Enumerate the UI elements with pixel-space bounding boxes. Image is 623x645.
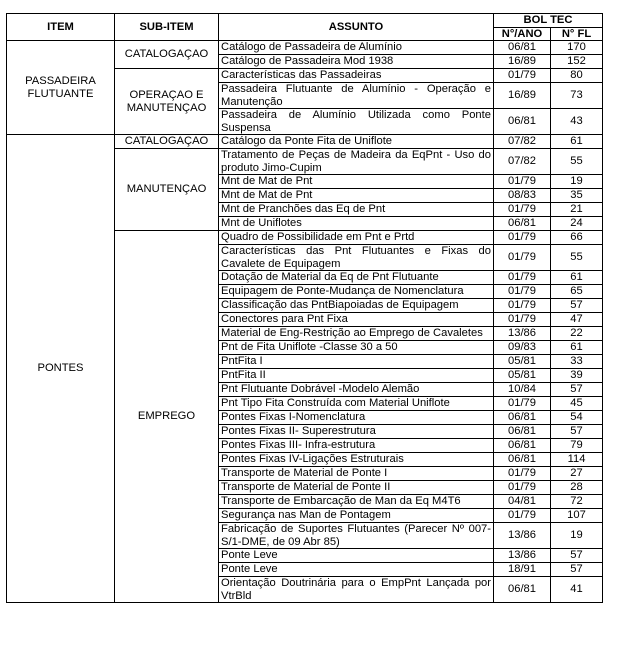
- fl-cell: 57: [551, 425, 603, 439]
- table-body: [7, 41, 603, 603]
- assunto-cell: Transporte de Embarcação de Man da Eq M4T6: [219, 495, 494, 509]
- fl-cell: 41: [551, 577, 603, 603]
- ano-cell: 13/86: [494, 549, 551, 563]
- assunto-cell: Transporte de Material de Ponte II: [219, 481, 494, 495]
- ano-cell: 01/79: [494, 397, 551, 411]
- assunto-cell: Catálogo de Passadeira Mod 1938: [219, 55, 494, 69]
- ano-cell: 06/81: [494, 453, 551, 467]
- fl-cell: 61: [551, 135, 603, 149]
- header-no-ano: N°/ANO: [494, 27, 551, 41]
- assunto-cell: PntFita I: [219, 355, 494, 369]
- fl-cell: 61: [551, 341, 603, 355]
- subitem-cell: EMPREGO: [115, 231, 219, 603]
- assunto-cell: Mnt de Mat de Pnt: [219, 175, 494, 189]
- fl-cell: 114: [551, 453, 603, 467]
- ano-cell: 01/79: [494, 509, 551, 523]
- fl-cell: 43: [551, 109, 603, 135]
- header-bol-tec: BOL TEC: [494, 14, 603, 28]
- fl-cell: 35: [551, 189, 603, 203]
- subitem-cell: CATALOGAÇAO: [115, 135, 219, 149]
- fl-cell: 39: [551, 369, 603, 383]
- ano-cell: 01/79: [494, 271, 551, 285]
- fl-cell: 55: [551, 149, 603, 175]
- ano-cell: 06/81: [494, 425, 551, 439]
- fl-cell: 27: [551, 467, 603, 481]
- ano-cell: 06/81: [494, 439, 551, 453]
- ano-cell: 08/83: [494, 189, 551, 203]
- subitem-cell: OPERAÇAO E MANUTENÇAO: [115, 69, 219, 135]
- ano-cell: 01/79: [494, 231, 551, 245]
- ano-cell: 13/86: [494, 327, 551, 341]
- assunto-cell: Pontes Fixas IV-Ligações Estruturais: [219, 453, 494, 467]
- subitem-cell: MANUTENÇAO: [115, 149, 219, 231]
- fl-cell: 19: [551, 523, 603, 549]
- ano-cell: 06/81: [494, 41, 551, 55]
- ano-cell: 06/81: [494, 411, 551, 425]
- header-item: ITEM: [7, 14, 115, 41]
- ano-cell: 05/81: [494, 369, 551, 383]
- ano-cell: 06/81: [494, 217, 551, 231]
- item-cell: PASSADEIRA FLUTUANTE: [7, 41, 115, 135]
- assunto-cell: Transporte de Material de Ponte I: [219, 467, 494, 481]
- assunto-cell: Orientação Doutrinária para o EmpPnt Lançada por VtrBld: [219, 577, 494, 603]
- fl-cell: 57: [551, 299, 603, 313]
- assunto-cell: Classificação das PntBiapoiadas de Equipagem: [219, 299, 494, 313]
- ano-cell: 01/79: [494, 481, 551, 495]
- ano-cell: 04/81: [494, 495, 551, 509]
- ano-cell: 05/81: [494, 355, 551, 369]
- assunto-cell: Dotação de Material da Eq de Pnt Flutuante: [219, 271, 494, 285]
- fl-cell: 65: [551, 285, 603, 299]
- fl-cell: 57: [551, 549, 603, 563]
- assunto-cell: Pnt Flutuante Dobrável -Modelo Alemão: [219, 383, 494, 397]
- assunto-cell: Ponte Leve: [219, 549, 494, 563]
- assunto-cell: Conectores para Pnt Fixa: [219, 313, 494, 327]
- assunto-cell: Mnt de Mat de Pnt: [219, 189, 494, 203]
- item-cell: PONTES: [7, 135, 115, 603]
- fl-cell: 45: [551, 397, 603, 411]
- fl-cell: 24: [551, 217, 603, 231]
- assunto-cell: Quadro de Possibilidade em Pnt e Prtd: [219, 231, 494, 245]
- fl-cell: 19: [551, 175, 603, 189]
- fl-cell: 66: [551, 231, 603, 245]
- assunto-cell: Pontes Fixas II- Superestrutura: [219, 425, 494, 439]
- fl-cell: 22: [551, 327, 603, 341]
- header-no-fl: N° FL: [551, 27, 603, 41]
- fl-cell: 28: [551, 481, 603, 495]
- assunto-cell: Catálogo de Passadeira de Alumínio: [219, 41, 494, 55]
- ano-cell: 01/79: [494, 203, 551, 217]
- assunto-cell: Tratamento de Peças de Madeira da EqPnt - Uso do produto Jimo-Cupim: [219, 149, 494, 175]
- assunto-cell: Pontes Fixas I-Nomenclatura: [219, 411, 494, 425]
- fl-cell: 54: [551, 411, 603, 425]
- table-header: [7, 14, 603, 41]
- ano-cell: 01/79: [494, 245, 551, 271]
- ano-cell: 18/91: [494, 563, 551, 577]
- assunto-cell: Fabricação de Suportes Flutuantes (Parecer Nº 007-S/1-DME, de 09 Abr 85): [219, 523, 494, 549]
- assunto-cell: Pnt de Fita Uniflote -Classe 30 a 50: [219, 341, 494, 355]
- assunto-cell: Catálogo da Ponte Fita de Uniflote: [219, 135, 494, 149]
- subitem-cell: CATALOGAÇAO: [115, 41, 219, 69]
- ano-cell: 07/82: [494, 149, 551, 175]
- ano-cell: 13/86: [494, 523, 551, 549]
- fl-cell: 61: [551, 271, 603, 285]
- ano-cell: 10/84: [494, 383, 551, 397]
- assunto-cell: Equipagem de Ponte-Mudança de Nomenclatura: [219, 285, 494, 299]
- assunto-cell: PntFita II: [219, 369, 494, 383]
- assunto-cell: Ponte Leve: [219, 563, 494, 577]
- fl-cell: 79: [551, 439, 603, 453]
- fl-cell: 33: [551, 355, 603, 369]
- ano-cell: 01/79: [494, 175, 551, 189]
- header-assunto: ASSUNTO: [219, 14, 494, 41]
- ano-cell: 09/83: [494, 341, 551, 355]
- fl-cell: 21: [551, 203, 603, 217]
- fl-cell: 170: [551, 41, 603, 55]
- fl-cell: 80: [551, 69, 603, 83]
- ano-cell: 01/79: [494, 69, 551, 83]
- fl-cell: 57: [551, 563, 603, 577]
- assunto-cell: Mnt de Uniflotes: [219, 217, 494, 231]
- ano-cell: 16/89: [494, 83, 551, 109]
- ano-cell: 07/82: [494, 135, 551, 149]
- assunto-cell: Características das Pnt Flutuantes e Fixas do Cavalete de Equipagem: [219, 245, 494, 271]
- assunto-cell: Pontes Fixas III- Infra-estrutura: [219, 439, 494, 453]
- ano-cell: 16/89: [494, 55, 551, 69]
- table-row: [7, 41, 603, 55]
- assunto-cell: Passadeira de Alumínio Utilizada como Ponte Suspensa: [219, 109, 494, 135]
- ano-cell: 01/79: [494, 467, 551, 481]
- fl-cell: 73: [551, 83, 603, 109]
- header-subitem: SUB-ITEM: [115, 14, 219, 41]
- fl-cell: 72: [551, 495, 603, 509]
- ano-cell: 01/79: [494, 313, 551, 327]
- fl-cell: 55: [551, 245, 603, 271]
- assunto-cell: Pnt Tipo Fita Construída com Material Uniflote: [219, 397, 494, 411]
- ano-cell: 06/81: [494, 577, 551, 603]
- fl-cell: 152: [551, 55, 603, 69]
- assunto-cell: Mnt de Pranchões das Eq de Pnt: [219, 203, 494, 217]
- assunto-cell: Segurança nas Man de Pontagem: [219, 509, 494, 523]
- ano-cell: 06/81: [494, 109, 551, 135]
- fl-cell: 47: [551, 313, 603, 327]
- assunto-cell: Passadeira Flutuante de Alumínio - Operação e Manutenção: [219, 83, 494, 109]
- ano-cell: 01/79: [494, 285, 551, 299]
- assunto-cell: Material de Eng-Restrição ao Emprego de Cavaletes: [219, 327, 494, 341]
- bol-tec-index-table: [6, 13, 603, 603]
- assunto-cell: Características das Passadeiras: [219, 69, 494, 83]
- table-row: [7, 135, 603, 149]
- ano-cell: 01/79: [494, 299, 551, 313]
- fl-cell: 107: [551, 509, 603, 523]
- fl-cell: 57: [551, 383, 603, 397]
